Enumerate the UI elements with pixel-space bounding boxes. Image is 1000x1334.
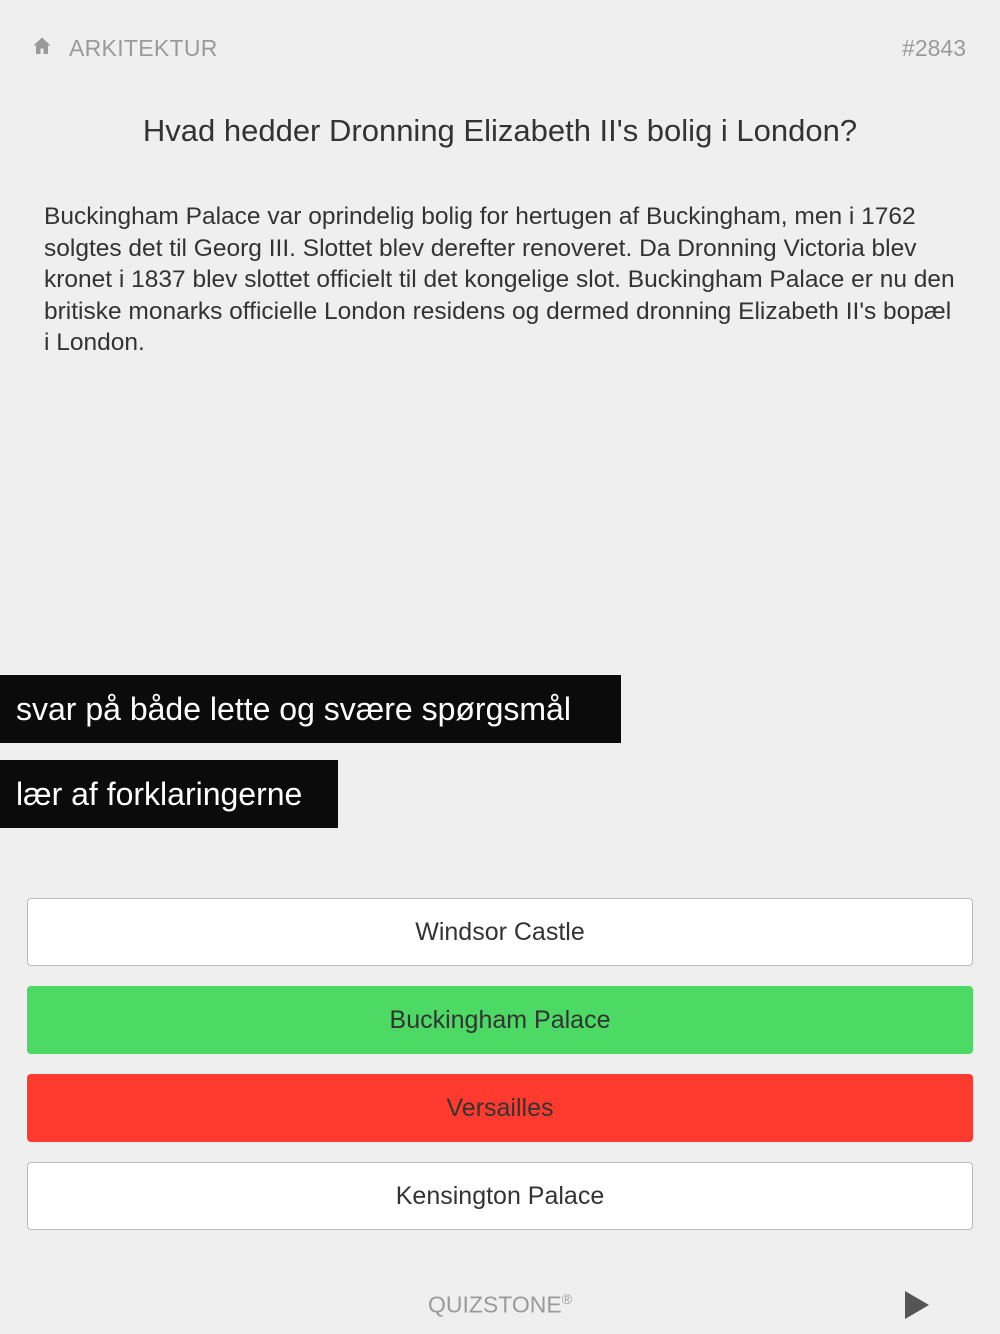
answer-button-4[interactable]: Kensington Palace [27, 1162, 973, 1230]
header [32, 34, 966, 64]
answer-button-2[interactable]: Buckingham Palace [27, 986, 973, 1054]
home-button[interactable] [32, 36, 54, 58]
brand-logo [0, 1291, 1000, 1319]
question-title: Hvad hedder Dronning Elizabeth II's bolig i London? [142, 113, 858, 148]
answer-button-3[interactable]: Versailles [27, 1074, 973, 1142]
registered-mark: ® [561, 1291, 573, 1307]
play-icon [903, 1289, 931, 1321]
question-number: #2843 [902, 35, 966, 61]
home-icon [32, 36, 52, 56]
brand-name: QUIZSTONE [427, 1291, 562, 1318]
next-button[interactable] [903, 1289, 931, 1321]
answer-button-1[interactable]: Windsor Castle [27, 898, 973, 966]
explanation-text: Buckingham Palace var oprindelig bolig for hertugen af Buckingham, men i 1762 solgtes det til Georg III. Slottet blev derefter renoveret. Da Dronning Victoria blev kronet i 1837 blev slottet officielt til det kongelige slot. Buckingham Palace er nu den britiske monarks officielle London residens og dermed dronning Elizabeth II's bopæl i London. [44, 203, 955, 356]
category-label: ARKITEKTUR [69, 35, 218, 61]
promo-banner-2: lær af forklaringerne [0, 760, 338, 828]
promo-banner-1: svar på både lette og svære spørgsmål [0, 675, 621, 743]
